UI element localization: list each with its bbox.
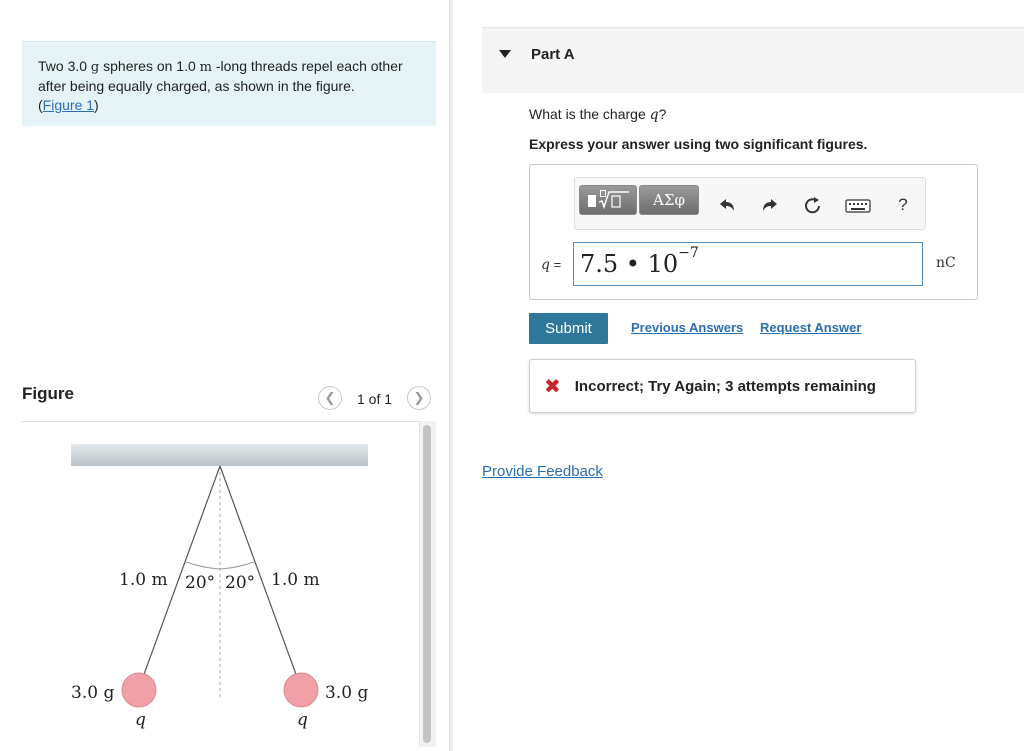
question-variable: q <box>649 107 659 123</box>
chevron-left-icon: ❮ <box>324 390 336 405</box>
pendulum-figure <box>22 423 418 749</box>
templates-button[interactable] <box>579 185 637 215</box>
request-answer-link[interactable]: Request Answer <box>760 320 862 335</box>
left-length-label: 1.0 m <box>119 570 168 590</box>
answer-exponent: −7 <box>678 245 699 261</box>
right-sphere <box>284 673 318 707</box>
keyboard-icon <box>845 198 871 214</box>
figure-pager: 1 of 1 <box>357 391 393 407</box>
undo-icon <box>717 197 737 215</box>
redo-icon <box>760 197 780 215</box>
left-charge-label: q <box>135 710 146 730</box>
provide-feedback-link[interactable]: Provide Feedback <box>482 463 603 480</box>
right-mass-label: 3.0 g <box>325 683 369 703</box>
unit-m: m <box>199 60 212 75</box>
pane-divider[interactable] <box>449 0 453 751</box>
problem-statement: Two 3.0 g spheres on 1.0 m -long threads repel each other after being equally charged, as shown in the figure. (Figure 1) <box>22 41 436 126</box>
templates-icon <box>585 189 631 211</box>
instruction-text: Express your answer using two significant figures. <box>529 136 868 152</box>
feedback-message <box>529 359 916 413</box>
question-text: What is the charge q? <box>529 106 667 123</box>
feedback-text: Incorrect; Try Again; 3 attempts remaining <box>574 377 876 395</box>
answer-input[interactable] <box>573 242 923 286</box>
answer-variable-label: q = <box>541 257 562 273</box>
symbols-button[interactable]: ΑΣφ <box>639 185 699 215</box>
figure-link[interactable]: Figure 1 <box>42 97 95 113</box>
figure-scrollbar-thumb[interactable] <box>423 425 431 743</box>
redo-button[interactable] <box>757 193 783 219</box>
keyboard-button[interactable] <box>844 193 872 219</box>
left-angle-arc <box>186 562 220 569</box>
unit-label: nC <box>936 255 956 271</box>
undo-button[interactable] <box>714 193 740 219</box>
help-button[interactable]: ? <box>898 195 908 214</box>
right-charge-label: q <box>297 710 308 730</box>
left-mass-label: 3.0 g <box>71 683 115 703</box>
right-length-label: 1.0 m <box>271 570 320 590</box>
x-icon: ✖ <box>544 375 561 398</box>
prev-figure-button[interactable] <box>318 386 342 410</box>
reset-button[interactable] <box>800 193 826 219</box>
next-figure-button[interactable] <box>407 386 431 410</box>
collapse-triangle-icon[interactable] <box>499 50 511 58</box>
left-angle-label: 20° <box>185 573 216 593</box>
submit-button[interactable]: Submit <box>529 313 608 344</box>
part-title[interactable]: Part A <box>531 46 575 63</box>
right-angle-label: 20° <box>225 573 256 593</box>
ceiling-bar <box>71 444 368 466</box>
figure-heading: Figure <box>22 384 74 403</box>
right-angle-arc <box>220 562 254 569</box>
previous-answers-link[interactable]: Previous Answers <box>631 320 744 335</box>
reset-icon <box>802 195 824 217</box>
unit-g: g <box>90 60 100 75</box>
figure-divider <box>22 421 422 422</box>
left-sphere <box>122 673 156 707</box>
chevron-right-icon: ❯ <box>413 390 425 405</box>
answer-mantissa: 7.5 • 10 <box>580 250 679 278</box>
